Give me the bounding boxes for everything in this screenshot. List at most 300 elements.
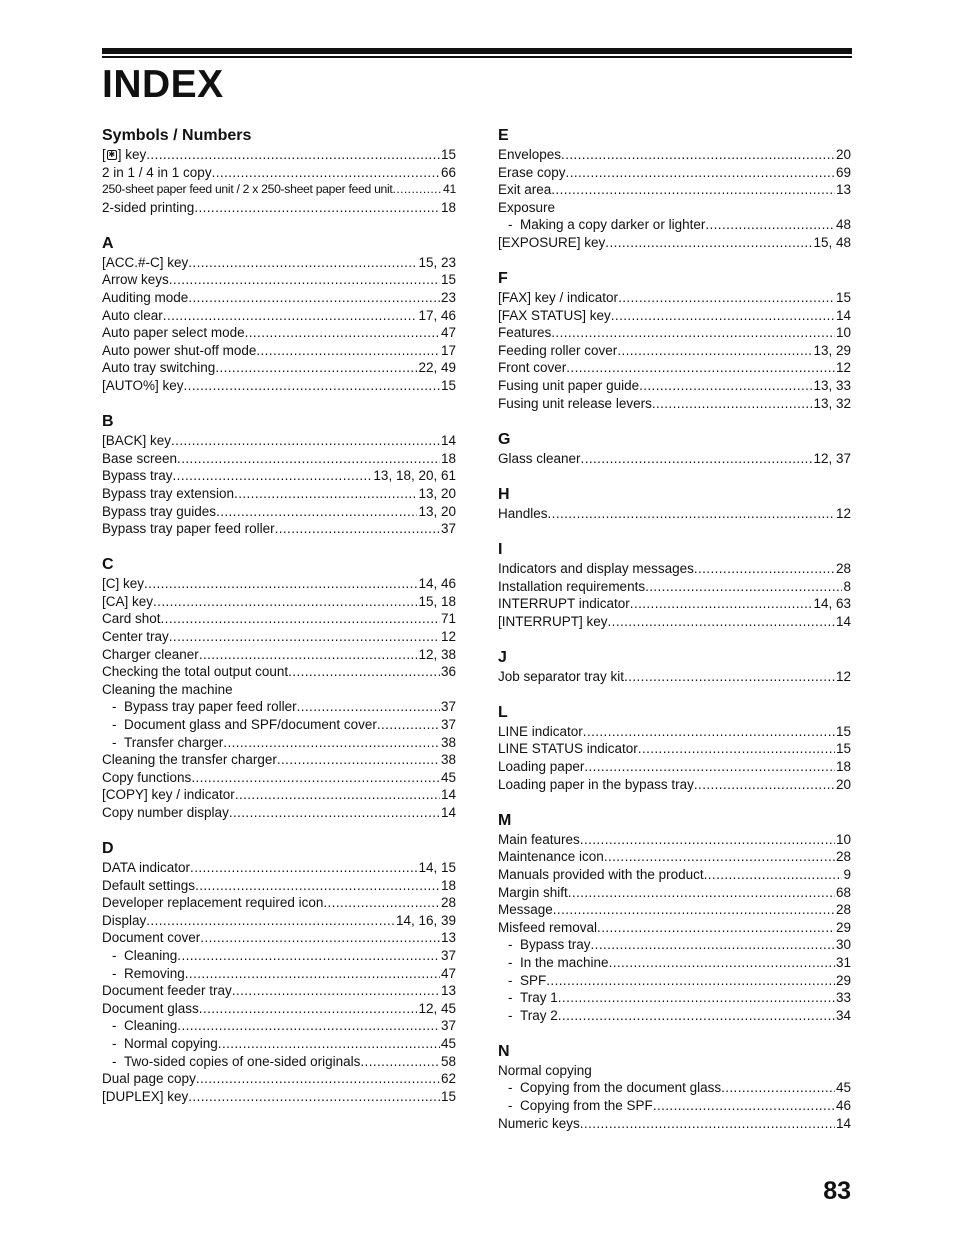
entry-pages: 37 [440, 521, 456, 537]
leader-dots [617, 342, 812, 360]
entry-term: Document feeder tray [102, 983, 232, 999]
entry-term: [CA] key [102, 593, 154, 609]
index-subentry [498, 972, 851, 990]
entry-term: - Tray 1 [498, 989, 558, 1007]
index-entry [498, 758, 851, 776]
entry-term: - Cleaning [102, 1017, 177, 1035]
entry-pages: 13 [835, 182, 851, 198]
index-entry [102, 342, 456, 360]
index-subentry [498, 1079, 851, 1097]
entry-pages: 14, 46 [418, 576, 456, 592]
entry-pages: 14 [835, 613, 851, 629]
entry-pages: 69 [835, 164, 851, 180]
entry-term: [BACK] key [102, 433, 172, 449]
index-entry [498, 146, 851, 164]
index-entry [102, 1088, 456, 1106]
leader-dots [323, 894, 440, 912]
leader-dots [297, 698, 440, 716]
leader-dots [188, 289, 440, 307]
entry-pages: 71 [440, 611, 456, 627]
entry-term: Auto clear [102, 307, 163, 323]
index-section [498, 126, 851, 252]
entry-pages: 12 [835, 360, 851, 376]
leader-dots [580, 1115, 835, 1133]
leader-dots [558, 1007, 835, 1025]
leader-dots [561, 146, 835, 164]
index-entry [102, 485, 456, 503]
entry-term: - Normal copying [102, 1035, 218, 1053]
leader-dots [568, 884, 835, 902]
leader-dots [546, 972, 835, 990]
index-entry [102, 628, 456, 646]
entry-pages: 31 [835, 954, 851, 970]
index-subentry [498, 936, 851, 954]
entry-term: Copy number display [102, 804, 229, 820]
entry-pages: 15, 48 [813, 234, 851, 250]
entry-term: Cleaning the machine [102, 681, 233, 697]
index-section [498, 430, 851, 468]
index-entry [498, 595, 851, 613]
entry-pages: 45 [440, 769, 456, 785]
index-entry [102, 804, 456, 822]
entry-term: Front cover [498, 360, 567, 376]
leader-dots [591, 936, 835, 954]
entry-term: Erase copy [498, 164, 566, 180]
leader-dots [245, 324, 440, 342]
entry-term: Center tray [102, 628, 169, 644]
entry-pages: 28 [835, 849, 851, 865]
header-rule-thin [102, 56, 852, 58]
index-section [498, 540, 851, 630]
leader-dots [215, 359, 417, 377]
index-entry [102, 324, 456, 342]
index-section [102, 412, 456, 538]
index-entry [102, 786, 456, 804]
entry-term: Base screen [102, 450, 178, 466]
entry-pages: 15, 23 [418, 254, 456, 270]
index-entry [498, 919, 851, 937]
leader-dots [704, 866, 843, 884]
index-entry [498, 740, 851, 758]
index-entry [498, 613, 851, 631]
leader-dots [551, 324, 835, 342]
section-heading: F [498, 270, 508, 288]
entry-term: Bypass tray paper feed roller [102, 521, 275, 537]
entry-pages: 20 [835, 147, 851, 162]
index-section [498, 648, 851, 686]
index-subentry [498, 216, 851, 234]
entry-term: [FAX] key / indicator [498, 290, 619, 306]
index-entry [498, 776, 851, 794]
entry-term: Copy functions [102, 769, 192, 785]
entry-pages: 12, 37 [813, 450, 851, 466]
index-section [498, 1042, 851, 1132]
index-entry [102, 503, 456, 521]
entry-term: Loading paper in the bypass tray [498, 776, 694, 792]
leader-dots [235, 786, 440, 804]
leader-dots [169, 271, 440, 289]
entry-term: Job separator tray kit [498, 668, 625, 684]
entry-term: Cleaning the transfer charger [102, 752, 277, 768]
entry-pages: 14 [835, 1115, 851, 1131]
entry-pages: 14 [440, 804, 456, 820]
index-subentry [102, 734, 456, 752]
entry-pages: 37 [440, 947, 456, 963]
index-entry [102, 1070, 456, 1088]
index-entry [102, 1000, 456, 1018]
entry-pages: 18 [835, 759, 851, 775]
leader-dots [194, 199, 440, 217]
leader-dots [566, 359, 835, 377]
entry-pages: 15 [440, 1088, 456, 1104]
index-entry [498, 1062, 851, 1080]
entry-term: Message [498, 902, 553, 918]
index-entry [102, 271, 456, 289]
entry-term: Bypass tray [102, 468, 173, 484]
entry-term: LINE STATUS indicator [498, 741, 638, 757]
leader-dots [618, 289, 835, 307]
entry-term: Maintenance icon [498, 849, 604, 865]
entry-term: - Making a copy darker or lighter [498, 216, 705, 234]
entry-pages: 46 [835, 1097, 851, 1113]
entry-term: 250-sheet paper feed unit / 2 x 250-sheet paper feed unit [102, 182, 393, 197]
entry-term: Installation requirements [498, 578, 646, 594]
index-subentry [102, 947, 456, 965]
leader-dots [608, 613, 835, 631]
index-entry [498, 723, 851, 741]
header-rule-thick [102, 48, 852, 54]
entry-pages: 10 [835, 831, 851, 847]
leader-dots [144, 575, 417, 593]
entry-pages: 28 [835, 902, 851, 918]
section-heading: B [102, 413, 114, 431]
leader-dots [177, 947, 440, 965]
entry-pages: 14 [440, 433, 456, 449]
entry-pages: 14, 16, 39 [395, 912, 456, 928]
entry-term: - Document glass and SPF/document cover [102, 716, 377, 734]
index-subentry [102, 1017, 456, 1035]
index-entry [498, 395, 851, 413]
leader-dots [188, 1088, 440, 1106]
leader-dots [377, 716, 440, 734]
entry-term: Bypass tray extension [102, 485, 235, 501]
leader-dots [551, 181, 835, 199]
index-column-left [102, 126, 456, 1123]
index-entry [498, 505, 851, 523]
index-entry [102, 450, 456, 468]
leader-dots [360, 1053, 440, 1071]
entry-pages: 28 [835, 560, 851, 576]
entry-pages: 68 [835, 884, 851, 900]
entry-pages: 13 [440, 983, 456, 999]
index-entry [102, 681, 456, 699]
entry-term: LINE indicator [498, 723, 583, 739]
leader-dots [185, 965, 440, 983]
entry-term: Indicators and display messages [498, 560, 694, 576]
leader-dots [639, 377, 812, 395]
leader-dots [195, 877, 440, 895]
index-entry [498, 884, 851, 902]
entry-pages: 12 [440, 628, 456, 644]
section-heading: M [498, 811, 512, 829]
entry-term: Glass cleaner [498, 450, 581, 466]
entry-pages: 12, 45 [418, 1000, 456, 1016]
entry-term: - Removing [102, 965, 185, 983]
leader-dots [146, 912, 395, 930]
entry-pages: 14 [835, 307, 851, 323]
leader-dots [393, 181, 443, 199]
entry-pages: 13, 32 [813, 395, 851, 411]
index-entry [102, 164, 456, 182]
leader-dots [199, 1000, 418, 1018]
section-heading: J [498, 648, 507, 666]
index-section [498, 703, 851, 793]
leader-dots [553, 901, 835, 919]
leader-dots [624, 668, 835, 686]
entry-pages: 30 [835, 937, 851, 953]
leader-dots [169, 628, 440, 646]
index-entry [498, 866, 851, 884]
leader-dots [229, 804, 440, 822]
leader-dots [694, 560, 835, 578]
entry-term: Dual page copy [102, 1071, 196, 1087]
entry-term: - In the machine [498, 954, 609, 972]
section-heading: L [498, 703, 508, 721]
entry-pages: 14 [440, 787, 456, 803]
entry-pages: 13, 20 [418, 485, 456, 501]
entry-term: - Transfer charger [102, 734, 223, 752]
index-entry [498, 199, 851, 217]
entry-term: Envelopes [498, 147, 562, 162]
leader-dots [256, 342, 440, 360]
index-subentry [498, 954, 851, 972]
entry-term: Misfeed removal [498, 919, 598, 935]
leader-dots [146, 146, 440, 164]
index-entry [102, 377, 456, 395]
entry-term: Auto tray switching [102, 360, 216, 376]
leader-dots [190, 859, 417, 877]
entry-term: [COPY] key / indicator [102, 787, 235, 803]
leader-dots [277, 751, 440, 769]
entry-term: 2 in 1 / 4 in 1 copy [102, 164, 212, 180]
section-heading: A [102, 234, 114, 252]
section-heading: G [498, 430, 511, 448]
index-entry [102, 181, 456, 199]
entry-pages: 12 [835, 668, 851, 684]
leader-dots [721, 1079, 835, 1097]
entry-term: Document cover [102, 930, 201, 946]
entry-pages: 29 [835, 972, 851, 988]
entry-term: Auto power shut-off mode [102, 342, 257, 358]
entry-pages: 28 [440, 895, 456, 911]
entry-term: Loading paper [498, 759, 585, 775]
entry-pages: 45 [440, 1035, 456, 1051]
section-heading: D [102, 840, 114, 857]
index-entry [102, 751, 456, 769]
entry-pages: 41 [443, 182, 456, 197]
index-entry [102, 894, 456, 912]
index-subentry [102, 1053, 456, 1071]
index-section [498, 485, 851, 523]
entry-pages: 9 [843, 866, 851, 882]
index-subentry [498, 1097, 851, 1115]
leader-dots [705, 216, 835, 234]
index-section [102, 555, 456, 821]
entry-pages: 38 [440, 734, 456, 750]
leader-dots [611, 307, 835, 325]
entry-pages: 15 [440, 272, 456, 288]
index-entry [498, 560, 851, 578]
leader-dots [171, 432, 440, 450]
entry-pages: 23 [440, 290, 456, 306]
leader-dots [630, 595, 813, 613]
leader-dots [584, 758, 835, 776]
entry-pages: 13, 20 [418, 503, 456, 519]
leader-dots [605, 234, 812, 252]
index-subentry [498, 989, 851, 1007]
index-entry [102, 307, 456, 325]
index-subentry [102, 1035, 456, 1053]
leader-dots [188, 254, 417, 272]
entry-pages: 13, 29 [813, 342, 851, 358]
entry-term: Numeric keys [498, 1115, 580, 1131]
entry-pages: 58 [440, 1053, 456, 1069]
entry-term: [EXPOSURE] key [498, 234, 606, 250]
entry-pages: 66 [440, 164, 456, 180]
index-entry [498, 450, 851, 468]
leader-dots [196, 1070, 440, 1088]
index-entry [102, 859, 456, 877]
section-heading: I [498, 540, 503, 558]
entry-pages: 8 [843, 578, 851, 594]
page-title: INDEX [102, 63, 224, 106]
leader-dots [218, 1035, 440, 1053]
entry-pages: 20 [835, 776, 851, 792]
entry-term-rest: ] key [117, 147, 147, 162]
leader-dots [580, 831, 835, 849]
index-entry [102, 359, 456, 377]
leader-dots [173, 467, 373, 485]
entry-pages: 37 [440, 716, 456, 732]
entry-pages: 14, 63 [813, 596, 851, 612]
entry-term: Fusing unit release levers [498, 395, 652, 411]
entry-term: [C] key [102, 576, 145, 592]
entry-pages: 13 [440, 930, 456, 946]
index-section [102, 234, 456, 395]
entry-pages: 48 [835, 217, 851, 233]
entry-term: - Copying from the SPF [498, 1097, 653, 1115]
entry-pages: 22, 49 [418, 360, 456, 376]
leader-dots [153, 593, 417, 611]
index-entry [102, 646, 456, 664]
entry-pages: 37 [440, 1018, 456, 1034]
star-key-icon [107, 150, 117, 160]
entry-term: - Bypass tray paper feed roller [102, 698, 297, 716]
section-heading: H [498, 485, 510, 503]
entry-term: Exposure [498, 199, 556, 215]
index-entry [102, 254, 456, 272]
index-entry [498, 1115, 851, 1133]
entry-pages: 34 [835, 1007, 851, 1023]
entry-pages: 62 [440, 1071, 456, 1087]
leader-dots [161, 610, 440, 628]
entry-term: - Copying from the document glass [498, 1079, 721, 1097]
leader-dots [548, 505, 835, 523]
leader-dots [604, 848, 835, 866]
entry-term: Developer replacement required icon [102, 895, 324, 911]
entry-pages: 37 [440, 699, 456, 715]
leader-dots [177, 450, 440, 468]
entry-term: Manuals provided with the product [498, 866, 704, 882]
index-section [102, 839, 456, 1105]
entry-term: - Cleaning [102, 947, 177, 965]
entry-pages: 17, 46 [418, 307, 456, 323]
index-entry [498, 289, 851, 307]
entry-pages: 15, 18 [418, 593, 456, 609]
entry-term: [DUPLEX] key [102, 1088, 189, 1104]
leader-dots [163, 307, 418, 325]
entry-term: Normal copying [498, 1062, 592, 1078]
index-subentry [102, 698, 456, 716]
entry-term: INTERRUPT indicator [498, 596, 630, 612]
entry-term: Exit area [498, 182, 552, 198]
leader-dots [653, 1097, 835, 1115]
index-entry [102, 289, 456, 307]
entry-term: [ACC.#-C] key [102, 254, 189, 270]
leader-dots [288, 663, 440, 681]
leader-dots [583, 723, 835, 741]
entry-pages: 45 [835, 1080, 851, 1096]
section-heading: C [102, 556, 114, 574]
index-entry [102, 467, 456, 485]
entry-pages: 13, 33 [813, 378, 851, 394]
entry-pages: 18 [440, 199, 456, 215]
entry-term: Document glass [102, 1000, 199, 1016]
entry-term: Bypass tray guides [102, 503, 217, 519]
index-entry [102, 929, 456, 947]
leader-dots [558, 989, 835, 1007]
entry-term: Checking the total output count [102, 664, 289, 680]
leader-dots [223, 734, 440, 752]
index-entry [102, 877, 456, 895]
entry-pages: 15 [835, 290, 851, 306]
leader-dots [232, 982, 440, 1000]
index-entry [498, 324, 851, 342]
index-entry [102, 663, 456, 681]
leader-dots [212, 164, 440, 182]
index-subentry [498, 1007, 851, 1025]
entry-term: Display [102, 912, 147, 928]
leader-dots [177, 1017, 440, 1035]
index-section [498, 269, 851, 412]
entry-term: Features [498, 325, 552, 341]
leader-dots [234, 485, 417, 503]
section-heading: E [498, 127, 509, 144]
entry-pages: 36 [440, 664, 456, 680]
entry-term: Fusing unit paper guide [498, 378, 640, 394]
entry-term [102, 146, 146, 164]
entry-term: Margin shift [498, 884, 568, 900]
index-entry [498, 342, 851, 360]
index-entry [498, 359, 851, 377]
leader-dots [566, 164, 835, 182]
bracket-open: [ [102, 147, 106, 162]
entry-term: Main features [498, 831, 580, 847]
leader-dots [191, 769, 440, 787]
entry-term: - Two-sided copies of one-sided originals [102, 1053, 360, 1071]
index-section [102, 126, 456, 216]
entry-pages: 17 [440, 342, 456, 358]
